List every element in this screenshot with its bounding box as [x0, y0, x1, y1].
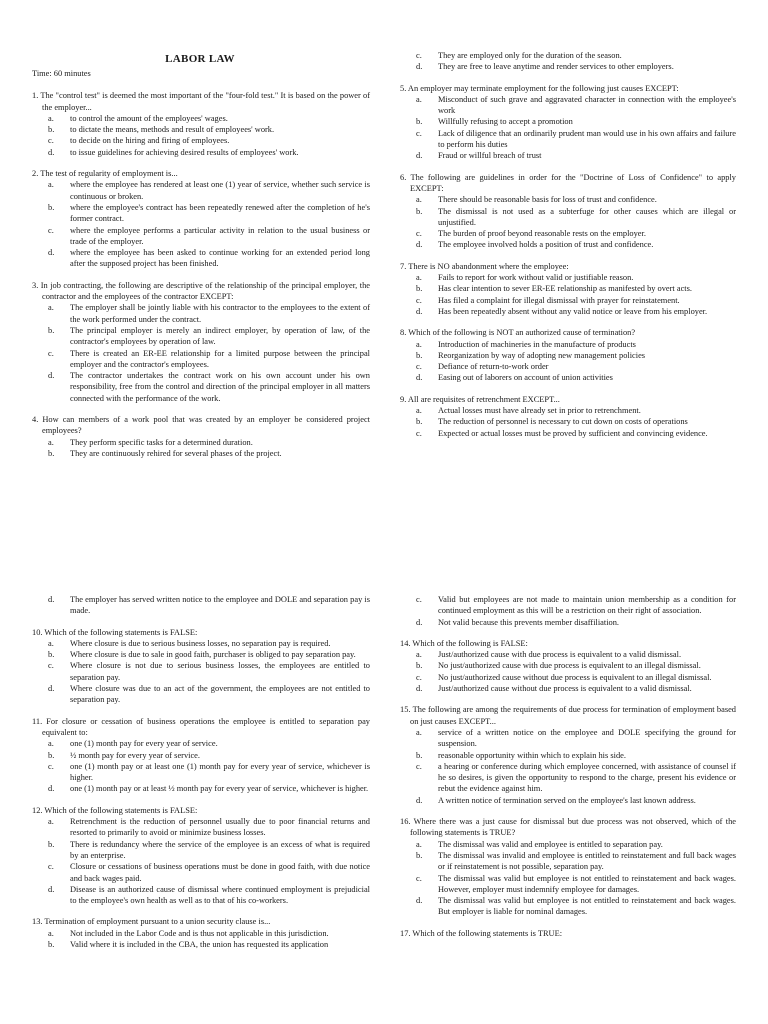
- option-letter: b.: [416, 417, 423, 427]
- option-letter: c.: [416, 873, 422, 883]
- option-letter: b.: [48, 750, 55, 760]
- option-text: Just/authorized cause without due process is equivalent to a valid dismissal.: [438, 684, 692, 694]
- option-text: They are continuously rehired for several phases of the project.: [70, 448, 282, 458]
- answer-option: [32, 594, 370, 617]
- question-item: [400, 394, 736, 439]
- option-letter: a.: [48, 739, 54, 749]
- option-text: Fraud or willful breach of trust: [438, 151, 542, 161]
- option-letter: a.: [416, 339, 422, 349]
- answer-option: [32, 179, 370, 202]
- option-text: to decide on the hiring and firing of employees.: [70, 136, 230, 146]
- question-item: [400, 261, 736, 317]
- option-text: Has been repeatedly absent without any valid notice or leave from his employer.: [438, 306, 708, 316]
- option-letter: c.: [416, 595, 422, 604]
- answer-option: [32, 348, 370, 371]
- option-letter: a.: [416, 650, 422, 660]
- option-letter: b.: [48, 125, 55, 135]
- option-letter: c.: [416, 51, 422, 60]
- option-text: one (1) month pay or at least one (1) month pay for every year of service, whichever is higher.: [70, 761, 370, 783]
- option-letter: d.: [416, 684, 423, 694]
- option-text: where the employee's contract has been repeatedly renewed after the completion of he's former contract.: [70, 202, 370, 224]
- answer-option: [32, 928, 370, 939]
- answer-option: [32, 302, 370, 325]
- question-stem: 8. Which of the following is NOT an authorized cause of termination?: [400, 328, 636, 338]
- question-item: [400, 83, 736, 162]
- option-text: The employee involved holds a position of trust and confidence.: [438, 240, 654, 250]
- document-title: LABOR LAW: [165, 53, 235, 65]
- answer-option: [400, 617, 736, 628]
- option-letter: b.: [416, 850, 423, 860]
- option-letter: a.: [48, 928, 54, 938]
- answer-option: [400, 116, 736, 127]
- option-text: a hearing or conference during which employee concerned, with assistance of counsel if he so desires, is given the opportunity to respond to the charge, present his evidence or rebut the evidence against him.: [438, 761, 736, 794]
- right-column: [400, 594, 736, 949]
- question-stem: 7. There is NO abandonment where the employee:: [400, 261, 569, 271]
- option-letter: d.: [416, 151, 423, 161]
- option-letter: d.: [48, 595, 55, 604]
- answer-option: [400, 672, 736, 683]
- question-stem: 3. In job contracting, the following are descriptive of the relationship of the principal employer, the contractor and the employees of the contractor EXCEPT:: [32, 280, 370, 302]
- answer-option: [400, 350, 736, 361]
- answer-option: [400, 372, 736, 383]
- option-letter: c.: [48, 225, 54, 235]
- answer-option: [400, 150, 736, 161]
- option-letter: a.: [416, 727, 422, 737]
- question-item: [32, 168, 370, 270]
- option-text: where the employee performs a particular activity in relation to the usual business or trade of the employer.: [70, 225, 370, 246]
- answer-option: [32, 325, 370, 348]
- right-column: [400, 50, 736, 449]
- option-letter: d.: [416, 62, 423, 72]
- answer-option: [32, 370, 370, 404]
- option-letter: a.: [48, 817, 54, 827]
- option-letter: b.: [416, 206, 423, 216]
- option-letter: d.: [416, 373, 423, 383]
- answer-option: [400, 850, 736, 873]
- option-text: The dismissal was valid and employee is entitled to separation pay.: [438, 839, 663, 849]
- option-text: ½ month pay for every year of service.: [70, 750, 200, 760]
- answer-option: [400, 283, 736, 294]
- option-letter: c.: [48, 661, 54, 671]
- continued-options: [32, 594, 370, 617]
- answer-option: [400, 361, 736, 372]
- option-letter: d.: [48, 684, 55, 694]
- answer-option: [400, 873, 736, 896]
- option-letter: c.: [416, 362, 422, 372]
- option-text: Valid where it is included in the CBA, the union has requested its application: [70, 940, 329, 950]
- answer-option: [32, 638, 370, 649]
- question-stem: 6. The following are guidelines in order for the "Doctrine of Loss of Confidence" to apply EXCEPT:: [400, 172, 736, 193]
- option-letter: a.: [416, 406, 422, 416]
- option-letter: b.: [416, 661, 423, 671]
- answer-option: [32, 939, 370, 950]
- answer-option: [400, 50, 736, 61]
- exam-time: Time: 60 minutes: [32, 69, 91, 78]
- option-text: to issue guidelines for achieving desired results of employees' work.: [70, 147, 299, 157]
- option-letter: c.: [416, 761, 422, 771]
- option-text: The dismissal was invalid and employee is entitled to reinstatement and full back wages or if reinstatement is not possible, separation pay.: [438, 850, 736, 872]
- option-letter: c.: [416, 672, 422, 682]
- answer-option: [400, 239, 736, 250]
- question-item: [32, 414, 370, 459]
- question-item: [400, 172, 736, 251]
- option-letter: a.: [48, 437, 54, 447]
- option-text: The contractor undertakes the contract work on his own account under his own responsibility, free from the control and direction of the principal employer in all matters connected with the performance of the work.: [70, 371, 370, 403]
- option-text: Misconduct of such grave and aggravated character in connection with the employee's work: [438, 94, 736, 116]
- option-letter: b.: [48, 325, 55, 335]
- question-item: [400, 327, 736, 383]
- option-text: No just/authorized cause with due process is equivalent to an illegal dismissal.: [438, 661, 701, 671]
- option-text: one (1) month pay or at least ½ month pay for every year of service, whichever is higher.: [70, 784, 369, 794]
- option-text: Retrenchment is the reduction of personnel usually due to poor financial returns and resorted to primarily to avoid or minimize business losses.: [70, 817, 370, 838]
- question-stem: 12. Which of the following statements is FALSE:: [32, 805, 198, 815]
- answer-option: [32, 147, 370, 158]
- answer-option: [32, 124, 370, 135]
- question-item: [32, 90, 370, 158]
- answer-option: [400, 683, 736, 694]
- option-text: The employer has served written notice to the employee and DOLE and separation pay is made.: [70, 595, 370, 616]
- answer-option: [400, 795, 736, 806]
- option-text: They are free to leave anytime and render services to other employers.: [438, 62, 674, 72]
- option-letter: d.: [416, 617, 423, 627]
- option-letter: a.: [416, 195, 422, 205]
- answer-option: [32, 816, 370, 839]
- question-stem: 17. Which of the following statements is TRUE:: [400, 928, 563, 938]
- answer-option: [32, 884, 370, 907]
- option-text: The dismissal is not used as a subterfuge for other causes which are illegal or unjustified.: [438, 206, 736, 227]
- answer-option: [32, 649, 370, 660]
- answer-option: [400, 660, 736, 671]
- question-stem: 10. Which of the following statements is FALSE:: [32, 627, 198, 637]
- option-text: There should be reasonable basis for loss of trust and confidence.: [438, 195, 657, 205]
- option-text: Has clear intention to sever ER-EE relationship as manifested by overt acts.: [438, 284, 692, 294]
- option-letter: d.: [416, 795, 423, 805]
- question-stem: 2. The test of regularity of employment is...: [32, 169, 178, 179]
- option-letter: a.: [48, 303, 54, 313]
- question-item: [32, 280, 370, 404]
- option-text: No just/authorized cause without due process is equivalent to an illegal dismissal.: [438, 672, 712, 682]
- option-text: Valid but employees are not made to maintain union membership as a condition for continued employment as this will be a restriction on their right of association.: [438, 595, 736, 616]
- option-letter: d.: [48, 884, 55, 894]
- option-text: service of a written notice on the employee and DOLE specifying the ground for suspension.: [438, 727, 736, 749]
- answer-option: [32, 113, 370, 124]
- question-stem: 14. Which of the following is FALSE:: [400, 638, 528, 648]
- option-letter: d.: [416, 306, 423, 316]
- option-letter: b.: [416, 284, 423, 294]
- option-text: The employer shall be jointly liable with his contractor to the employees to the extent of the work performed under the contract.: [70, 303, 370, 324]
- question-item: [400, 638, 736, 694]
- option-text: Where closure was due to an act of the government, the employees are not entitled to separation pay.: [70, 684, 370, 705]
- question-item: [32, 627, 370, 706]
- option-text: The dismissal was valid but employee is not entitled to reinstatement and back wages. But employer is liable for nominal damages.: [438, 896, 736, 917]
- answer-option: [400, 750, 736, 761]
- option-text: to dictate the means, methods and result of employees' work.: [70, 125, 275, 135]
- answer-option: [32, 738, 370, 749]
- option-letter: c.: [416, 295, 422, 305]
- option-letter: a.: [48, 638, 54, 648]
- document-page-bottom: [0, 512, 768, 1024]
- answer-option: [400, 272, 736, 283]
- question-stem: 5. An employer may terminate employment for the following just causes EXCEPT:: [400, 83, 679, 93]
- answer-option: [400, 428, 736, 439]
- answer-option: [32, 839, 370, 862]
- option-letter: b.: [416, 750, 423, 760]
- answer-option: [400, 727, 736, 750]
- option-letter: c.: [48, 348, 54, 358]
- option-text: Not included in the Labor Code and is thus not applicable in this jurisdiction.: [70, 928, 329, 938]
- answer-option: [400, 295, 736, 306]
- answer-option: [400, 194, 736, 205]
- option-letter: d.: [48, 371, 55, 381]
- answer-option: [32, 135, 370, 146]
- answer-option: [32, 761, 370, 784]
- answer-option: [400, 94, 736, 117]
- option-letter: d.: [416, 896, 423, 906]
- option-text: Where closure is due to sale in good faith, purchaser is obliged to pay separation pay.: [70, 650, 356, 660]
- answer-option: [400, 61, 736, 72]
- answer-option: [32, 437, 370, 448]
- question-item: [400, 704, 736, 806]
- answer-option: [32, 783, 370, 794]
- option-text: The principal employer is merely an indirect employer, by operation of law, of the contractor's employees by operation of law.: [70, 325, 370, 347]
- answer-option: [32, 202, 370, 225]
- option-letter: c.: [48, 862, 54, 872]
- answer-option: [400, 594, 736, 617]
- option-text: Where closure is due to serious business losses, no separation pay is required.: [70, 638, 331, 648]
- question-stem: 16. Where there was a just cause for dismissal but due process was not observed, which of the following statements is TRUE?: [400, 817, 736, 838]
- option-text: They perform specific tasks for a determined duration.: [70, 437, 253, 447]
- answer-option: [400, 128, 736, 151]
- answer-option: [32, 448, 370, 459]
- answer-option: [400, 228, 736, 239]
- question-stem: 13. Termination of employment pursuant to a union security clause is...: [32, 917, 271, 927]
- question-stem: 1. The "control test" is deemed the most important of the "four-fold test." It is based on the power of the employer...: [32, 91, 370, 112]
- option-text: to control the amount of the employees' wages.: [70, 113, 228, 123]
- continued-options: [400, 50, 736, 73]
- answer-option: [32, 750, 370, 761]
- question-item: [400, 816, 736, 918]
- option-text: where the employee has rendered at least one (1) year of service, whether such service is continuous or broken.: [70, 180, 370, 201]
- option-letter: b.: [48, 940, 55, 950]
- option-text: There is redundancy where the service of the employee is an excess of what is required by an enterprise.: [70, 839, 370, 860]
- answer-option: [400, 649, 736, 660]
- option-text: Just/authorized cause with due process is equivalent to a valid dismissal.: [438, 650, 682, 660]
- option-text: Defiance of return-to-work order: [438, 362, 549, 372]
- option-text: The burden of proof beyond reasonable rests on the employer.: [438, 229, 646, 239]
- option-letter: a.: [48, 113, 54, 123]
- option-text: Reorganization by way of adopting new management policies: [438, 350, 646, 360]
- option-text: Has filed a complaint for illegal dismissal with prayer for reinstatement.: [438, 295, 680, 305]
- option-text: Disease is an authorized cause of dismissal where continued employment is prejudicial to the employee's own health as well as to that of his co-workers.: [70, 884, 370, 906]
- answer-option: [32, 247, 370, 270]
- option-text: They are employed only for the duration of the season.: [438, 51, 622, 60]
- question-item: [32, 805, 370, 907]
- option-letter: b.: [48, 448, 55, 458]
- option-letter: d.: [48, 248, 55, 258]
- option-letter: b.: [48, 839, 55, 849]
- option-text: Where closure is not due to serious business losses, the employees are entitled to separation pay.: [70, 661, 370, 682]
- option-text: Fails to report for work without valid or justifiable reason.: [438, 273, 634, 283]
- answer-option: [400, 306, 736, 317]
- option-letter: b.: [48, 650, 55, 660]
- option-text: A written notice of termination served on the employee's last known address.: [438, 795, 696, 805]
- answer-option: [32, 225, 370, 248]
- option-letter: a.: [416, 94, 422, 104]
- option-text: one (1) month pay for every year of service.: [70, 739, 218, 749]
- option-text: Closure or cessations of business operations must be done in good faith, with due notice and back wages paid.: [70, 862, 370, 883]
- answer-option: [400, 416, 736, 427]
- answer-option: [400, 839, 736, 850]
- option-text: Introduction of machineries in the manufacture of products: [438, 339, 636, 349]
- option-letter: a.: [416, 839, 422, 849]
- option-letter: b.: [48, 202, 55, 212]
- answer-option: [400, 206, 736, 229]
- option-letter: c.: [48, 136, 54, 146]
- question-stem: 4. How can members of a work pool that was created by an employer be considered project employees?: [32, 415, 370, 436]
- answer-option: [400, 761, 736, 795]
- option-letter: a.: [416, 273, 422, 283]
- question-stem: 11. For closure or cessation of business operations the employee is entitled to separation pay equivalent to:: [32, 716, 370, 737]
- answer-option: [400, 339, 736, 350]
- question-stem: 9. All are requisites of retrenchment EXCEPT...: [400, 394, 560, 404]
- answer-option: [32, 660, 370, 683]
- option-text: Lack of diligence that an ordinarily prudent man would use in his own affairs and failure to perform his duties: [438, 128, 736, 150]
- option-letter: c.: [416, 128, 422, 138]
- option-text: Expected or actual losses must be proved by sufficient and convincing evidence.: [438, 428, 708, 438]
- option-text: Actual losses must have already set in prior to retrenchment.: [438, 406, 641, 416]
- option-text: The reduction of personnel is necessary to cut down on costs of operations: [438, 417, 688, 427]
- option-letter: d.: [416, 240, 423, 250]
- continued-options: [400, 594, 736, 628]
- option-text: Not valid because this prevents member disaffiliation.: [438, 617, 620, 627]
- option-text: reasonable opportunity within which to explain his side.: [438, 750, 626, 760]
- left-column: [32, 594, 370, 960]
- option-letter: b.: [416, 117, 423, 127]
- option-letter: a.: [48, 180, 54, 190]
- option-letter: b.: [416, 350, 423, 360]
- answer-option: [32, 861, 370, 884]
- option-text: where the employee has been asked to continue working for an extended period long after the supposed project has been finished.: [70, 248, 370, 269]
- option-letter: c.: [416, 428, 422, 438]
- question-item: [32, 716, 370, 795]
- option-letter: d.: [48, 784, 55, 794]
- option-text: The dismissal was valid but employee is not entitled to reinstatement and back wages. However, employer must indemnify employee for damages.: [438, 873, 736, 894]
- option-letter: c.: [416, 229, 422, 239]
- option-text: Willfully refusing to accept a promotion: [438, 117, 573, 127]
- answer-option: [400, 405, 736, 416]
- question-item: [32, 916, 370, 950]
- option-letter: d.: [48, 147, 55, 157]
- answer-option: [400, 895, 736, 918]
- question-stem: 15. The following are among the requirements of due process for termination of employment based on just causes EXCEPT...: [400, 705, 736, 726]
- option-letter: c.: [48, 761, 54, 771]
- option-text: Easing out of laborers on account of union activities: [438, 373, 613, 383]
- answer-option: [32, 683, 370, 706]
- left-column: [32, 52, 370, 469]
- question-item: [400, 928, 736, 939]
- option-text: There is created an ER-EE relationship for a limited purpose between the principal employer and the contractor's employees.: [70, 348, 370, 369]
